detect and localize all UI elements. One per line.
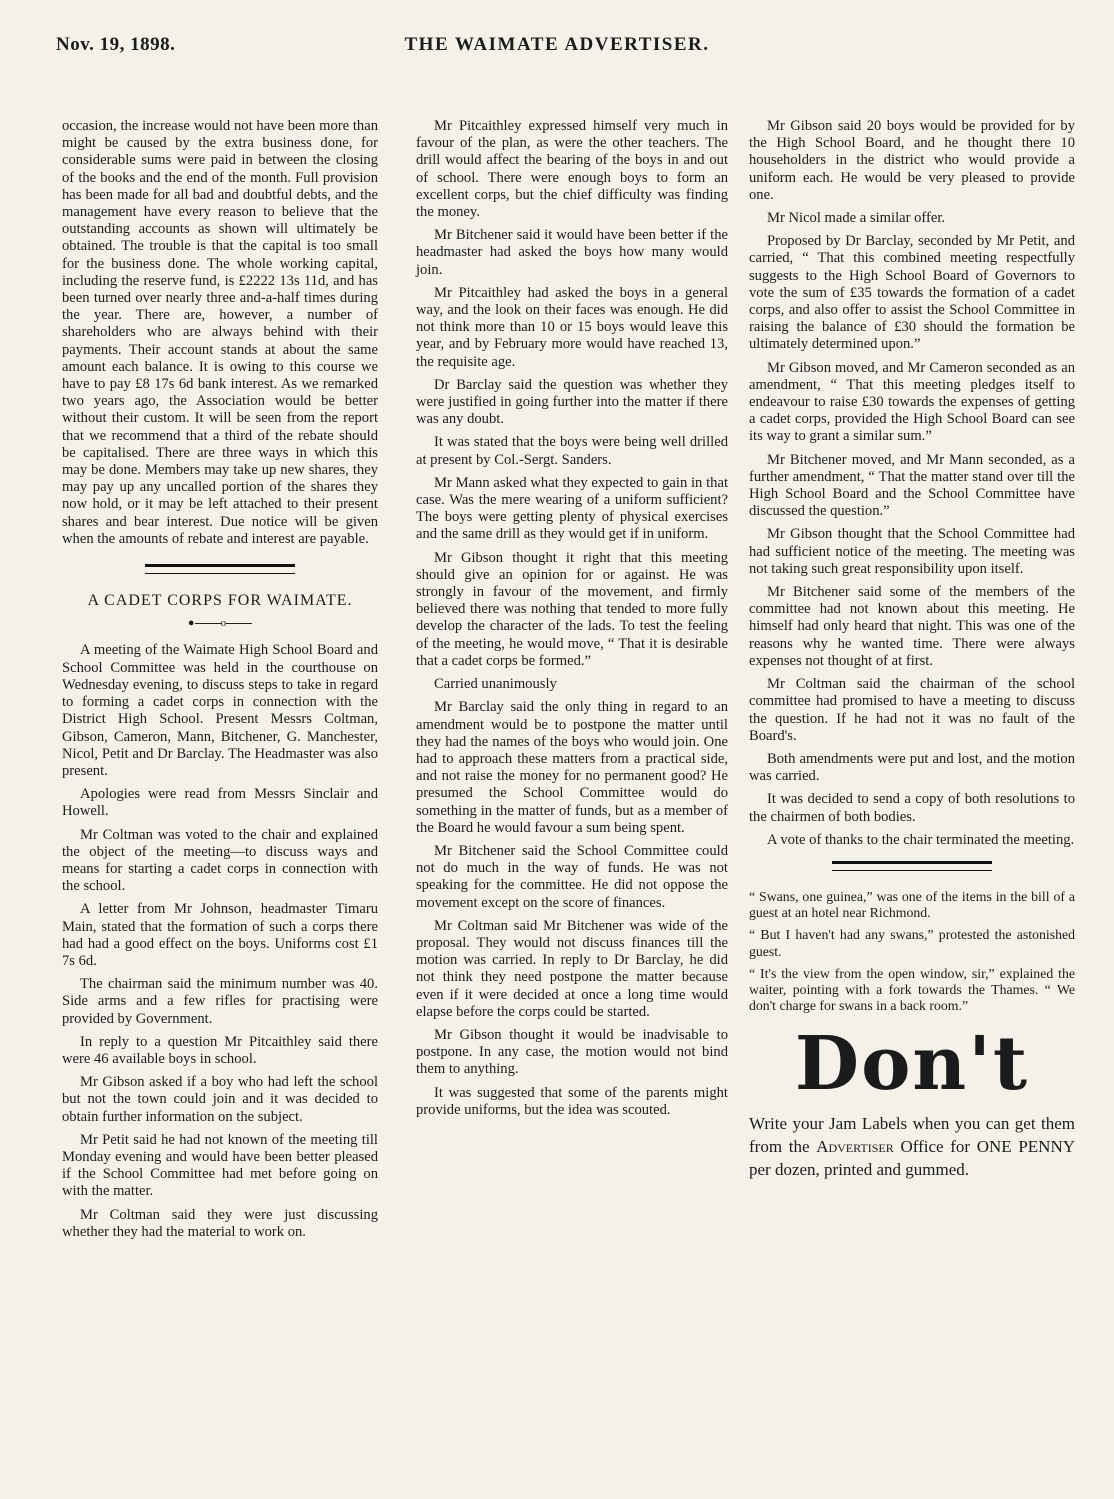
paragraph: Mr Barclay said the only thing in regard to an amendment would be to postpone the matter until they had the names of the boys who would join. One had to approach these matters from a practical side, and not raise the money for no permanent good? He presumed the School Committee would do something in the matter of funds, but as a member of the Board he would favour a sum being spent. xyxy=(416,699,728,836)
headline-ornament xyxy=(62,615,378,632)
article-headline: A CADET CORPS FOR WAIMATE. xyxy=(87,592,353,610)
section-divider xyxy=(145,564,295,574)
column-3 xyxy=(749,118,1075,1187)
paragraph: Mr Gibson thought it would be inadvisable to postpone. In any case, the motion would not bind them to anything. xyxy=(416,1026,728,1078)
ornament-letter: o xyxy=(220,617,227,630)
ornament-bar xyxy=(195,623,221,624)
paragraph: The chairman said the minimum number was 40. Side arms and a few rifles for practising were provided by Government. xyxy=(62,976,378,1027)
paragraph: It was suggested that some of the parents might provide uniforms, but the idea was scouted. xyxy=(416,1084,728,1118)
paragraph: Mr Petit said he had not known of the meeting till Monday evening and would have been better pleased if the School Committee had met before going on with the matter. xyxy=(62,1131,378,1200)
paragraph: A meeting of the Waimate High School Board and School Committee was held in the courthouse on Wednesday evening, to discuss steps to take in regard to forming a cadet corps in connection with the District High School. Present Messrs Coltman, Gibson, Cameron, Mann, Bitchener, G. Manchester, Nicol, Petit and Dr Barclay. The Headmaster was also present. xyxy=(62,642,378,779)
paragraph: Mr Pitcaithley had asked the boys in a general way, and the look on their faces was enough. He did not think more than 10 or 15 boys would leave this year, and by February more would have reached 13, the requisite age. xyxy=(416,284,728,370)
paragraph: Both amendments were put and lost, and the motion was carried. xyxy=(749,750,1075,785)
paragraph: Mr Coltman said Mr Bitchener was wide of the proposal. They would not discuss finances till the motion was carried. In reply to Dr Barclay, he did not think they need postpone the matter because even if it were decided at once a long time would elapse before the corps could be started. xyxy=(416,917,728,1020)
paragraph: Mr Nicol made a similar offer. xyxy=(767,210,946,227)
newspaper-title: THE WAIMATE ADVERTISER. xyxy=(404,34,710,55)
anecdote-line: “ It's the view from the open window, sir,” explained the waiter, pointing with a fork towards the Thames. “ We don't charge for swans in a back room.” xyxy=(749,965,1075,1014)
advert-text-part: Write your Jam Labels when you can get them from the xyxy=(749,1114,1075,1157)
ornament-bar xyxy=(226,623,252,624)
paragraph: Mr Gibson moved, and Mr Cameron seconded as an amendment, “ That this meeting pledges itself to endeavour to raise £30 towards the expenses of getting a cadet corps, provided the High School Board can see its way to grant a similar sum.” xyxy=(749,359,1075,445)
paragraph: Mr Coltman was voted to the chair and explained the object of the meeting—to discuss ways and means for starting a cadet corps in connection with the school. xyxy=(62,826,378,895)
article-continuation: occasion, the increase would not have been more than might be caused by the extra business done, for considerable sums were paid in between the closing of the books and the end of the month. Full provision has been made for all bad and doubtful debts, and the management have every reason to believe that the outstanding accounts as shown will ultimately be obtained. The trouble is that the capital is too small for the business done. The whole working capital, including the reserve fund, is £2222 13s 11d, and has been turned over nearly three and-a-half times during the year. There are, however, a number of shareholders who are always behind with their payments. Their account stands at about the same amount each balance. It is owing to this course we have to pay £8 17s 6d bank interest. As we remarked two years ago, the Association would be better without their custom. It will be seen from the report that we recommend that a third of the rebate should be capitalised. There are three ways in which this may be done. Members may take up new shares, they may pay up any uncalled portion of the shares they now hold, or it may be left attached to their present shares and bear interest. Due notice will be given when the amounts of rebate and interest are payable. xyxy=(62,118,378,547)
paragraph: Mr Gibson asked if a boy who had left the school but not the town could join and it was decided to obtain further information on the subject. xyxy=(62,1074,378,1125)
paragraph: It was decided to send a copy of both resolutions to the chairmen of both bodies. xyxy=(749,791,1075,825)
section-divider xyxy=(832,861,992,871)
paragraph: A vote of thanks to the chair terminated the meeting. xyxy=(767,831,1075,848)
anecdote-line: “ But I haven't had any swans,” protested the astonished guest. xyxy=(749,927,1075,959)
column-2 xyxy=(416,118,728,1125)
paragraph: Proposed by Dr Barclay, seconded by Mr Petit, and carried, “ That this combined meeting respectfully suggests to the High School Board of Governors to vote the sum of £35 towards the formation of a cadet corps, and also offer to assist the School Committee in raising the balance of £30 should the formation be ultimately determined upon.” xyxy=(749,233,1075,353)
paragraph: Mr Gibson thought that the School Committee had had sufficient notice of the meeting. The meeting was not taking such great responsibility upon itself. xyxy=(749,526,1075,577)
paragraph: Carried unanimously xyxy=(434,676,557,693)
issue-date: Nov. 19, 1898. xyxy=(56,34,176,55)
advert-title: Don't xyxy=(794,1021,1030,1108)
anecdote-line: “ Swans, one guinea,” was one of the items in the bill of a guest at an hotel near Richmond. xyxy=(749,888,1075,921)
paragraph: In reply to a question Mr Pitcaithley said there were 46 available boys in school. xyxy=(62,1033,378,1067)
column-1 xyxy=(62,118,378,1247)
paragraph: Mr Bitchener moved, and Mr Mann seconded, as a further amendment, “ That the matter stand over till the High School Board and the School Committee have discussed the question.” xyxy=(749,451,1075,520)
paragraph: Mr Gibson said 20 boys would be provided for by the High School Board, and he thought there 10 householders in the district who would provide a uniform each. He would be very pleased to provide one. xyxy=(749,118,1075,203)
paragraph: Mr Pitcaithley expressed himself very much in favour of the plan, as were the other teachers. The drill would affect the bearing of the boys in and out of school. There were enough boys to form an excellent corps, but the chief difficulty was finding the money. xyxy=(416,118,728,221)
paragraph: Apologies were read from Messrs Sinclair and Howell. xyxy=(62,786,378,820)
paragraph: A letter from Mr Johnson, headmaster Timaru Main, stated that the formation of such a corps there had had a good effect on the boys. Uniforms cost £1 7s 6d. xyxy=(62,901,378,969)
paragraph: It was stated that the boys were being well drilled at present by Col.-Sergt. Sanders. xyxy=(416,434,728,468)
paragraph: Mr Bitchener said some of the members of the committee had not known about this meeting. He himself had only heard that night. This was one of the reasons why he wanted time. There were always expenses not thought of at first. xyxy=(749,584,1075,669)
advert-text xyxy=(749,1112,1075,1181)
paragraph: Mr Mann asked what they expected to gain in that case. Was the mere wearing of a uniform sufficient? The boys were getting plenty of physical exercises and the same drill as they would get if in uniform. xyxy=(416,474,728,543)
ornament-dot-icon: ● xyxy=(187,617,195,630)
paragraph: Mr Coltman said the chairman of the school committee had promised to have a meeting to discuss the question. If he had not it was no fault of the Board's. xyxy=(749,676,1075,744)
paragraph: Mr Bitchener said the School Committee could not do much in the way of funds. He was not speaking for the committee. He did not oppose the movement except on the score of finances. xyxy=(416,842,728,911)
paragraph: Mr Bitchener said it would have been better if the headmaster had asked the boys how many would join. xyxy=(416,227,728,278)
paragraph: Dr Barclay said the question was whether they were justified in going further into the matter if there was any doubt. xyxy=(416,376,728,428)
advert-office-name: Advertiser xyxy=(816,1137,894,1157)
paragraph: Mr Gibson thought it right that this meeting should give an opinion for or against. He was strongly in favour of the movement, and firmly believed there was nothing that tended to more fully develop the character of the lads. To test the feeling of the meeting, he would move, “ That it is desirable that a cadet corps be formed.” xyxy=(416,549,728,669)
advert-text-part: Office for ONE PENNY per dozen, printed and gummed. xyxy=(749,1137,1076,1180)
masthead xyxy=(40,34,1074,64)
paragraph: Mr Coltman said they were just discussing whether they had the material to work on. xyxy=(62,1206,378,1240)
